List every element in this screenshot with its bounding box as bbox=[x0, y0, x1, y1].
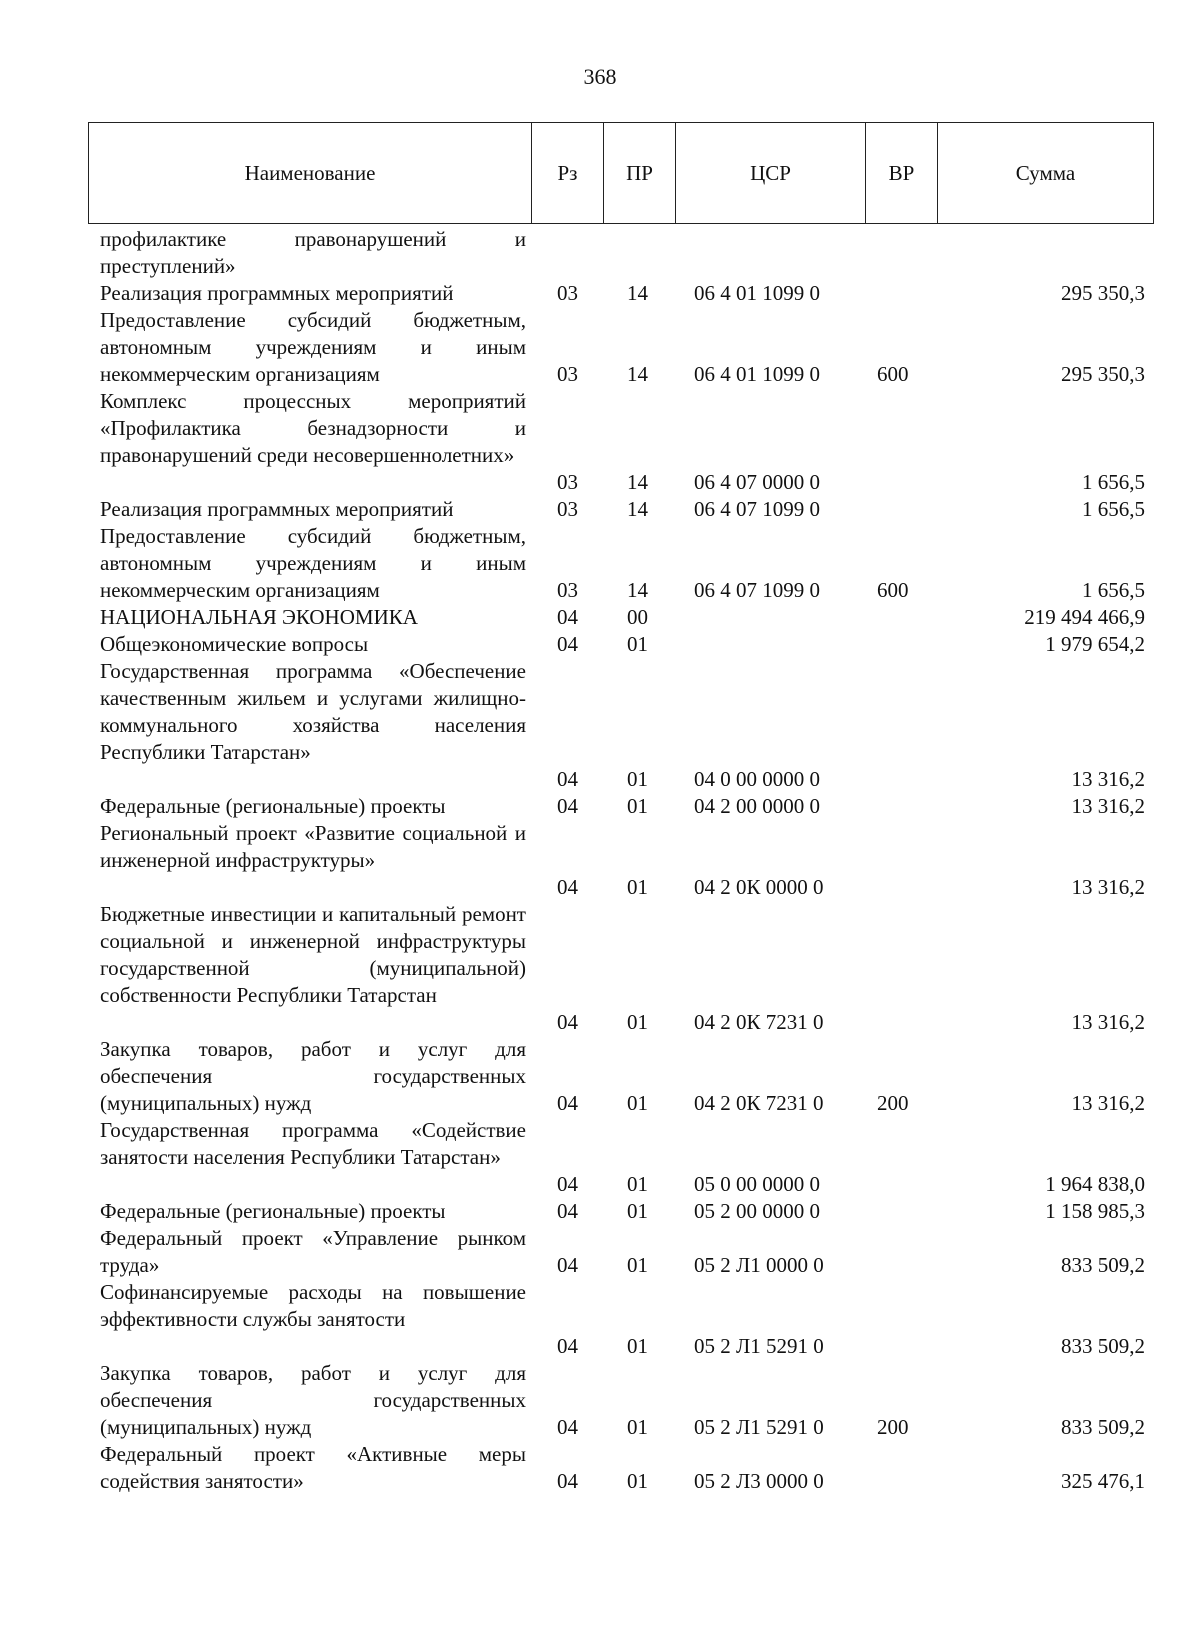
table-row bbox=[0, 1225, 1200, 1279]
row-pr: 01 bbox=[627, 1010, 648, 1034]
row-sum: 219 494 466,9 bbox=[1024, 605, 1145, 629]
row-name: Бюджетные инвестиции и капитальный ремонт социальной и инженерной инфраструктуры государственной (муниципальной) собственности Республики Татарстан bbox=[100, 902, 526, 1007]
row-name: Федеральные (региональные) проекты bbox=[100, 794, 446, 818]
row-pr: 14 bbox=[627, 362, 648, 386]
table-row bbox=[0, 793, 1200, 820]
row-name: Государственная программа «Содействие занятости населения Республики Татарстан» bbox=[100, 1118, 526, 1169]
row-name: Закупка товаров, работ и услуг для обеспечения государственных (муниципальных) нужд bbox=[100, 1037, 526, 1115]
row-sum: 833 509,2 bbox=[1061, 1253, 1145, 1277]
row-name: Федеральные (региональные) проекты bbox=[100, 1199, 446, 1223]
row-rz: 04 bbox=[557, 1172, 578, 1196]
row-name: Государственная программа «Обеспечение качественным жильем и услугами жилищно-коммунального хозяйства населения Республики Татарстан» bbox=[100, 659, 526, 764]
header-sum: Сумма bbox=[1015, 160, 1076, 185]
row-name: Комплекс процессных мероприятий «Профилактика безнадзорности и правонарушений среди несовершеннолетних» bbox=[100, 389, 526, 467]
row-rz: 04 bbox=[557, 1199, 578, 1223]
row-sum: 833 509,2 bbox=[1061, 1334, 1145, 1358]
row-pr: 01 bbox=[627, 1469, 648, 1493]
row-name: НАЦИОНАЛЬНАЯ ЭКОНОМИКА bbox=[100, 605, 418, 629]
row-pr: 01 bbox=[627, 1199, 648, 1223]
row-sum: 13 316,2 bbox=[1071, 1091, 1145, 1115]
row-name: Софинансируемые расходы на повышение эффективности службы занятости bbox=[100, 1280, 526, 1331]
table-row bbox=[0, 1198, 1200, 1225]
row-name: Региональный проект «Развитие социальной и инженерной инфраструктуры» bbox=[100, 821, 526, 872]
row-pr: 01 bbox=[627, 767, 648, 791]
row-sum: 1 656,5 bbox=[1082, 470, 1145, 494]
row-sum: 1 964 838,0 bbox=[1045, 1172, 1145, 1196]
table-row bbox=[0, 1279, 1200, 1360]
row-pr: 01 bbox=[627, 794, 648, 818]
row-rz: 04 bbox=[557, 1415, 578, 1439]
row-name: Предоставление субсидий бюджетным, автономным учреждениям и иным некоммерческим организациям bbox=[100, 524, 526, 602]
table-row bbox=[0, 226, 1200, 280]
row-csr: 05 2 Л1 5291 0 bbox=[694, 1334, 824, 1358]
row-rz: 04 bbox=[557, 1469, 578, 1493]
table-row bbox=[0, 523, 1200, 604]
row-name: профилактике правонарушений и преступлений» bbox=[100, 227, 526, 278]
row-sum: 833 509,2 bbox=[1061, 1415, 1145, 1439]
row-rz: 04 bbox=[557, 1091, 578, 1115]
row-rz: 03 bbox=[557, 497, 578, 521]
row-rz: 04 bbox=[557, 1334, 578, 1358]
row-pr: 01 bbox=[627, 1334, 648, 1358]
row-rz: 04 bbox=[557, 1253, 578, 1277]
row-rz: 04 bbox=[557, 767, 578, 791]
row-sum: 1 656,5 bbox=[1082, 497, 1145, 521]
header-csr: ЦСР bbox=[676, 123, 866, 223]
row-csr: 06 4 01 1099 0 bbox=[694, 281, 820, 305]
row-name: Предоставление субсидий бюджетным, автономным учреждениям и иным некоммерческим организациям bbox=[100, 308, 526, 386]
row-vr: 600 bbox=[877, 578, 909, 602]
row-csr: 06 4 07 0000 0 bbox=[694, 470, 820, 494]
row-csr: 05 0 00 0000 0 bbox=[694, 1172, 820, 1196]
row-csr: 04 2 0К 0000 0 bbox=[694, 875, 824, 899]
row-vr: 200 bbox=[877, 1415, 909, 1439]
row-pr: 01 bbox=[627, 1253, 648, 1277]
row-csr: 06 4 01 1099 0 bbox=[694, 362, 820, 386]
row-sum: 295 350,3 bbox=[1061, 281, 1145, 305]
table-row bbox=[0, 280, 1200, 307]
row-rz: 04 bbox=[557, 605, 578, 629]
table-row bbox=[0, 901, 1200, 1036]
row-name: Федеральный проект «Управление рынком труда» bbox=[100, 1226, 526, 1277]
row-pr: 14 bbox=[627, 497, 648, 521]
row-csr: 06 4 07 1099 0 bbox=[694, 578, 820, 602]
row-rz: 03 bbox=[557, 578, 578, 602]
row-sum: 295 350,3 bbox=[1061, 362, 1145, 386]
row-sum: 1 158 985,3 bbox=[1045, 1199, 1145, 1223]
row-sum: 13 316,2 bbox=[1071, 875, 1145, 899]
row-vr: 600 bbox=[877, 362, 909, 386]
row-rz: 03 bbox=[557, 362, 578, 386]
row-pr: 14 bbox=[627, 281, 648, 305]
page-number: 368 bbox=[583, 64, 617, 89]
row-pr: 14 bbox=[627, 470, 648, 494]
table-row bbox=[0, 658, 1200, 793]
table-row bbox=[0, 1360, 1200, 1441]
row-csr: 04 2 00 0000 0 bbox=[694, 794, 820, 818]
row-csr: 05 2 Л3 0000 0 bbox=[694, 1469, 824, 1493]
table-row bbox=[0, 820, 1200, 901]
header-name: Наименование bbox=[89, 123, 532, 223]
table-body bbox=[0, 226, 1200, 1495]
row-name: Реализация программных мероприятий bbox=[100, 497, 454, 521]
row-rz: 04 bbox=[557, 632, 578, 656]
row-csr: 05 2 Л1 5291 0 bbox=[694, 1415, 824, 1439]
row-csr: 05 2 Л1 0000 0 bbox=[694, 1253, 824, 1277]
table-row bbox=[0, 1117, 1200, 1198]
table-row bbox=[0, 631, 1200, 658]
row-csr: 04 0 00 0000 0 bbox=[694, 767, 820, 791]
header-vr: ВР bbox=[866, 123, 938, 223]
row-csr: 05 2 00 0000 0 bbox=[694, 1199, 820, 1223]
row-rz: 03 bbox=[557, 470, 578, 494]
row-vr: 200 bbox=[877, 1091, 909, 1115]
header-rz: Рз bbox=[532, 123, 604, 223]
row-name: Общеэкономические вопросы bbox=[100, 632, 369, 656]
row-pr: 01 bbox=[627, 1172, 648, 1196]
table-row bbox=[0, 388, 1200, 496]
row-pr: 00 bbox=[627, 605, 648, 629]
header-pr: ПР bbox=[604, 123, 676, 223]
row-pr: 01 bbox=[627, 875, 648, 899]
row-sum: 13 316,2 bbox=[1071, 767, 1145, 791]
table-row bbox=[0, 307, 1200, 388]
row-sum: 13 316,2 bbox=[1071, 794, 1145, 818]
row-pr: 01 bbox=[627, 1091, 648, 1115]
row-name: Реализация программных мероприятий bbox=[100, 281, 454, 305]
table-row bbox=[0, 1036, 1200, 1117]
row-pr: 14 bbox=[627, 578, 648, 602]
row-rz: 04 bbox=[557, 794, 578, 818]
table-row bbox=[0, 496, 1200, 523]
row-sum: 1 656,5 bbox=[1082, 578, 1145, 602]
row-sum: 13 316,2 bbox=[1071, 1010, 1145, 1034]
row-sum: 1 979 654,2 bbox=[1045, 632, 1145, 656]
row-csr: 04 2 0К 7231 0 bbox=[694, 1010, 824, 1034]
table-row bbox=[0, 1441, 1200, 1495]
row-csr: 06 4 07 1099 0 bbox=[694, 497, 820, 521]
row-rz: 04 bbox=[557, 1010, 578, 1034]
table-row bbox=[0, 604, 1200, 631]
row-rz: 04 bbox=[557, 875, 578, 899]
row-pr: 01 bbox=[627, 1415, 648, 1439]
row-name: Закупка товаров, работ и услуг для обеспечения государственных (муниципальных) нужд bbox=[100, 1361, 526, 1439]
row-sum: 325 476,1 bbox=[1061, 1469, 1145, 1493]
row-csr: 04 2 0К 7231 0 bbox=[694, 1091, 824, 1115]
row-rz: 03 bbox=[557, 281, 578, 305]
row-pr: 01 bbox=[627, 632, 648, 656]
row-name: Федеральный проект «Активные меры содействия занятости» bbox=[100, 1442, 526, 1493]
table-header bbox=[88, 122, 1154, 224]
